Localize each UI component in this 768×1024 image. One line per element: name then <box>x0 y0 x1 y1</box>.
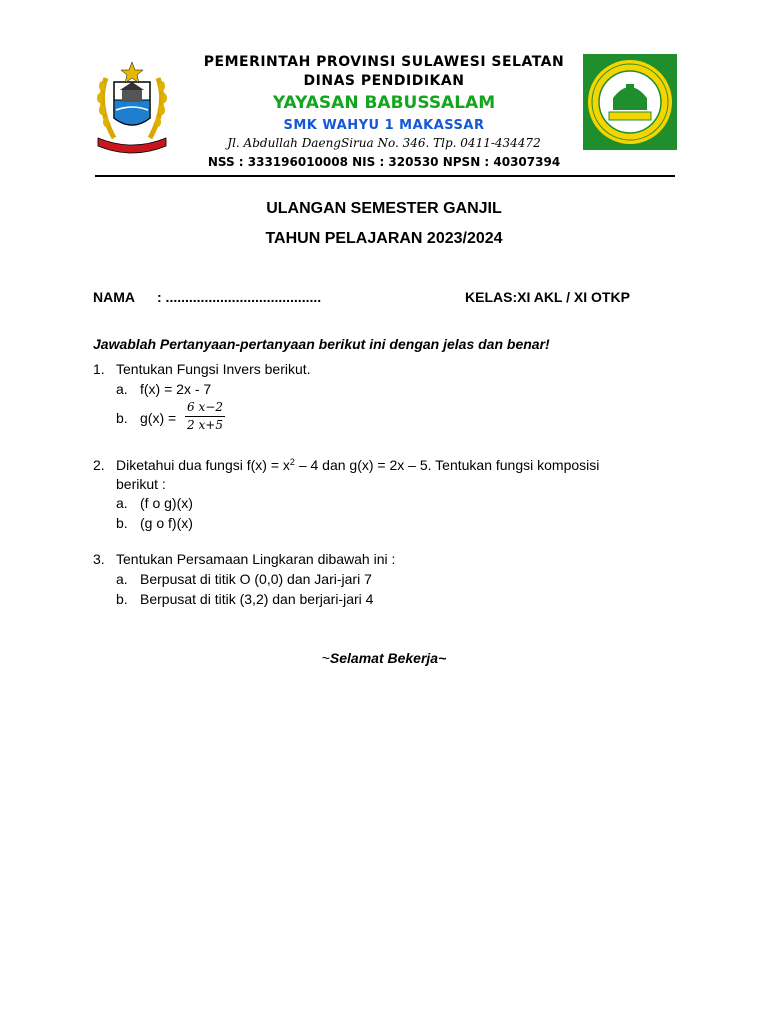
question-2-exponent: 2 <box>289 457 295 467</box>
exam-title: ULANGAN SEMESTER GANJIL <box>266 200 502 217</box>
question-2a-text: (f o g)(x) <box>140 495 193 511</box>
fraction-bar <box>185 416 225 417</box>
header-divider <box>95 175 675 177</box>
question-2-text-line2: berikut : <box>116 476 166 492</box>
question-2-number: 2. <box>93 457 105 473</box>
question-3b-text: Berpusat di titik (3,2) dan berjari-jari 4 <box>140 591 374 607</box>
department-heading: DINAS PENDIDIKAN <box>303 73 465 89</box>
class-label: KELAS:XI AKL / XI OTKP <box>465 289 630 305</box>
question-3b-label: b. <box>116 591 128 607</box>
question-3a-text: Berpusat di titik O (0,0) dan Jari-jari 7 <box>140 571 372 587</box>
foundation-name: YAYASAN BABUSSALAM <box>272 93 496 113</box>
question-1b-label: b. <box>116 410 128 426</box>
question-1-number: 1. <box>93 361 105 377</box>
closing-message: Selamat Bekerja~ <box>329 650 447 666</box>
question-3a-label: a. <box>116 571 128 587</box>
academic-year-title: TAHUN PELAJARAN 2023/2024 <box>265 230 503 247</box>
school-address: Jl. Abdullah DaengSirua No. 346. Tlp. 0411-434472 <box>227 136 541 150</box>
question-1a-label: a. <box>116 381 128 397</box>
instruction-text: Jawablah Pertanyaan-pertanyaan berikut ini dengan jelas dan benar! <box>93 336 550 352</box>
fraction-numerator: 6 x−2 <box>187 400 223 414</box>
question-2b-text: (g o f)(x) <box>140 515 193 531</box>
question-1a-text: f(x) = 2x - 7 <box>140 381 212 397</box>
question-1b-text: g(x) = <box>140 410 177 426</box>
fraction-denominator: 2 x+5 <box>187 418 223 432</box>
name-label: NAMA <box>93 289 135 305</box>
closing-tilde: ~ <box>321 650 330 666</box>
question-2-text-pre: Diketahui dua fungsi f(x) = x <box>116 457 290 473</box>
question-2-text <box>116 457 676 473</box>
school-identifiers: NSS : 333196010008 NIS : 320530 NPSN : 40307394 <box>207 155 561 169</box>
school-name: SMK WAHYU 1 MAKASSAR <box>283 118 485 133</box>
government-heading: PEMERINTAH PROVINSI SULAWESI SELATAN <box>203 54 565 70</box>
question-3-text: Tentukan Persamaan Lingkaran dibawah ini : <box>116 551 396 567</box>
closing-text <box>0 650 768 666</box>
question-2b-label: b. <box>116 515 128 531</box>
question-3-number: 3. <box>93 551 105 567</box>
question-2a-label: a. <box>116 495 128 511</box>
question-2-text-post: – 4 dan g(x) = 2x – 5. Tentukan fungsi komposisi <box>294 457 600 473</box>
question-1-text: Tentukan Fungsi Invers berikut. <box>116 361 311 377</box>
name-field: : ........................................ <box>157 289 322 305</box>
